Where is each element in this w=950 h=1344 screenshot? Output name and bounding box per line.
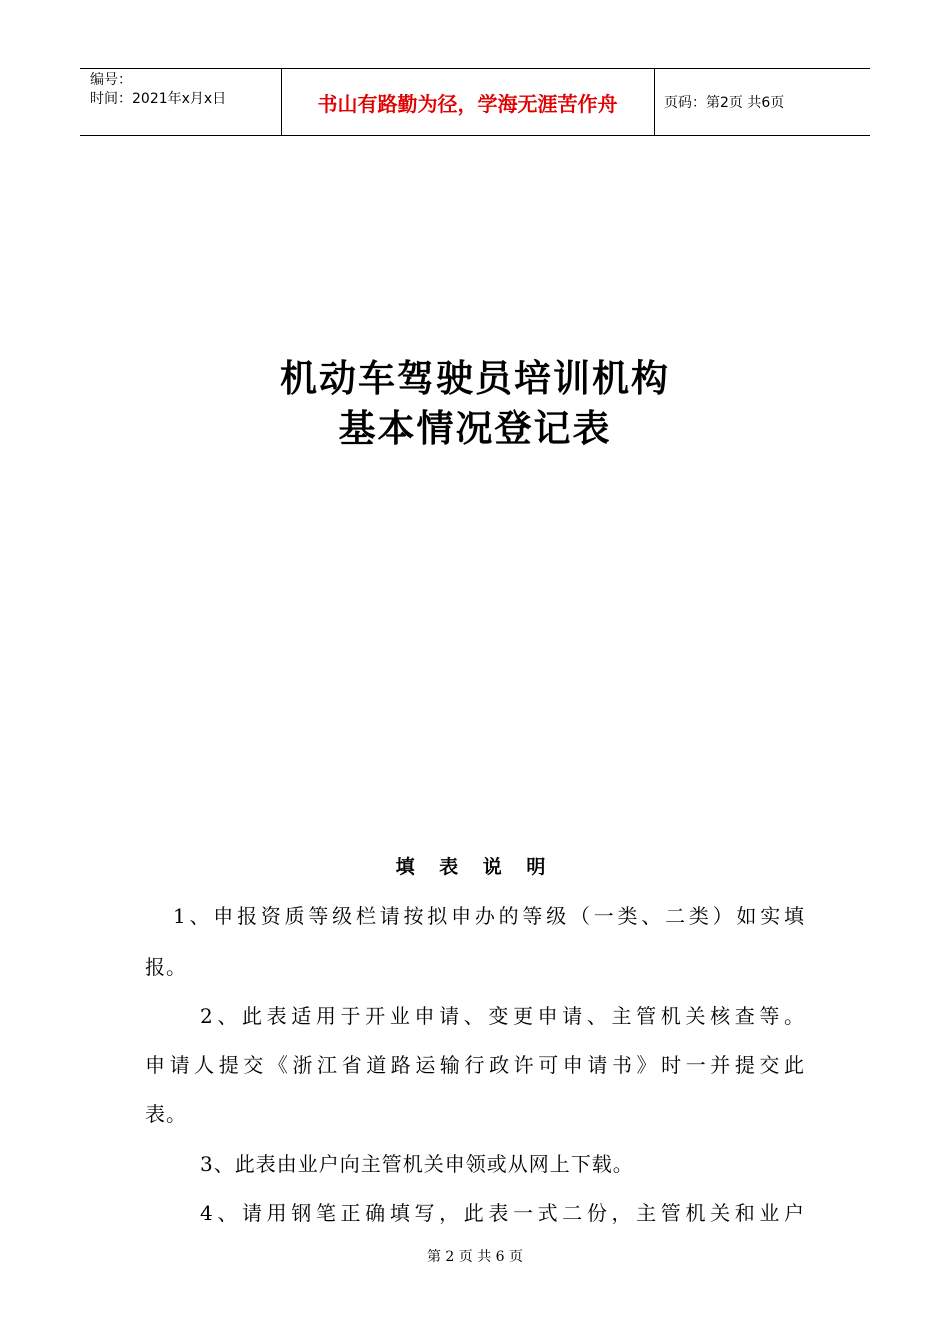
instruction-line: 2、此表适用于开业申请、变更申请、主管机关核查等。 [200,1004,805,1028]
instruction-line: 表。 [145,1102,187,1126]
document-time-label: 时间：2021年x月x日 [90,91,227,107]
header-page-info: 页码：第2页 共6页 [664,95,785,111]
document-number-label: 编号： [90,72,132,88]
instruction-line: 1、申报资质等级栏请按拟申办的等级（一类、二类）如实填 [173,904,805,928]
instruction-line: 3、此表由业户向主管机关申领或从网上下载。 [200,1152,634,1176]
instructions-heading: 填 表 说 明 [395,856,555,878]
page-footer: 第 2 页 共 6 页 [426,1249,524,1265]
instruction-line: 申请人提交《浙江省道路运输行政许可申请书》时一并提交此 [145,1053,805,1077]
document-title-line-1: 机动车驾驶员培训机构 [280,356,670,400]
header-page-cell [654,69,870,135]
header-meta-cell [80,69,282,135]
header-motto: 书山有路勤为径，学海无涯苦作舟 [317,91,618,116]
document-title-line-2: 基本情况登记表 [338,406,612,450]
instruction-line: 报。 [145,955,187,979]
header-motto-cell [281,69,655,135]
document-header [80,68,870,136]
instruction-line: 4、请用钢笔正确填写，此表一式二份，主管机关和业户 [200,1201,805,1225]
